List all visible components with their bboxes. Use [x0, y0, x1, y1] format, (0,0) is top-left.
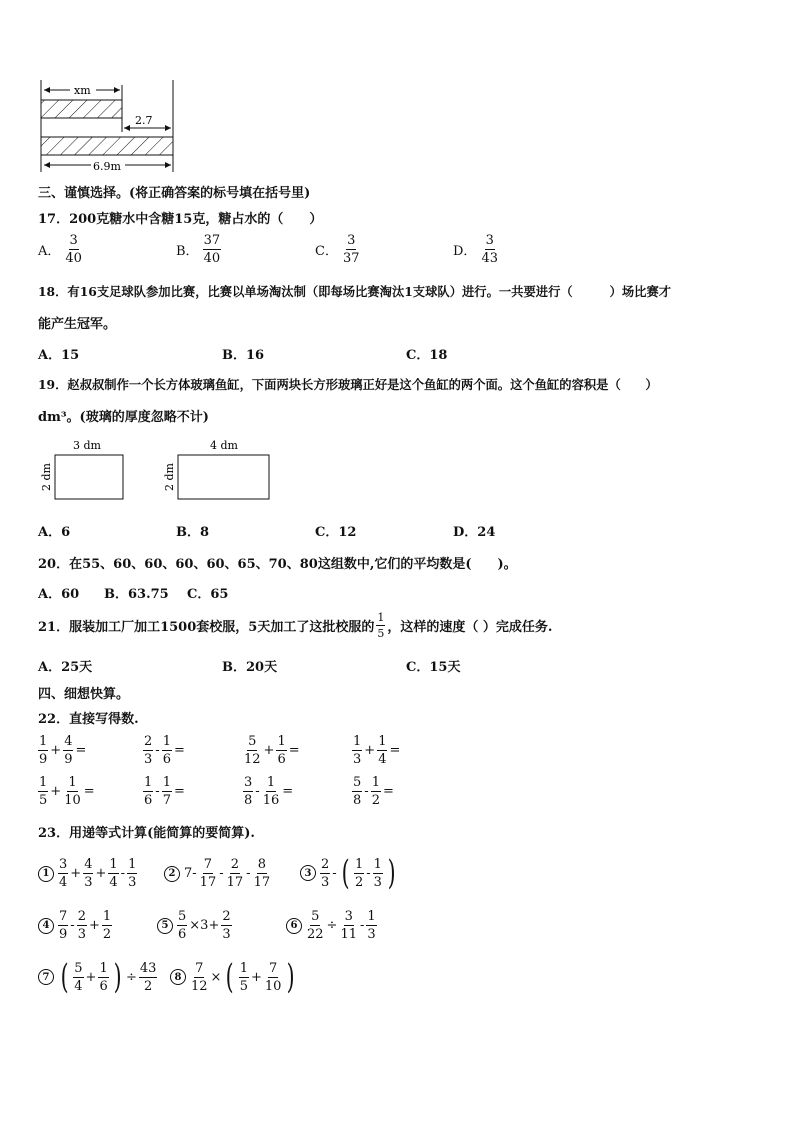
q23-expr-3	[300, 853, 398, 893]
fraction: $\frac{1}{2}$	[354, 856, 364, 890]
rect2-top-label: 4 dm	[210, 439, 238, 452]
fraction: $\frac{7}{12}$	[191, 960, 208, 994]
q17-text: 17．200克糖水中含糖15克，糖占水的（ ）	[38, 212, 323, 227]
fraction: $\frac{7}{9}$	[59, 909, 68, 942]
fraction: $\frac{5}{12}$	[244, 734, 261, 767]
operator: +	[364, 743, 376, 758]
q22-item	[143, 776, 185, 807]
q22-item	[352, 776, 394, 807]
fraction: $\frac{2}{3}$	[222, 909, 231, 942]
operator: +	[263, 743, 275, 758]
operator: =	[382, 784, 394, 799]
fraction: $\frac{1}{16}$	[262, 775, 280, 808]
operator: =	[173, 743, 185, 758]
label-2-7: 2.7	[135, 114, 153, 127]
fraction: $\frac{8}{17}$	[253, 857, 271, 890]
fraction: $\frac{5}{4}$	[74, 960, 83, 994]
fraction: $\frac{1}{3}$	[373, 856, 382, 890]
operator: ÷	[126, 969, 137, 985]
operator: -	[246, 866, 251, 881]
q17-option-c: C． $\frac{3}{37}$	[315, 233, 360, 266]
circled-number: 6	[286, 918, 302, 934]
q18-line2: 能产生冠军。	[38, 317, 117, 332]
operator: =	[288, 743, 300, 758]
q21-option-b: B．20天	[222, 660, 278, 675]
q18-option-b: B．16	[222, 348, 265, 363]
fraction: $\frac{1}{4}$	[109, 857, 118, 890]
fraction: $\frac{5}{8}$	[353, 775, 362, 808]
operator: =	[75, 743, 87, 758]
q22-item	[352, 735, 400, 766]
rect1-side-label: 2 dm	[40, 463, 53, 491]
fraction: $\frac{7}{10}$	[264, 960, 282, 994]
q23-expr-6	[286, 910, 377, 941]
fraction: $\frac{1}{6}$	[144, 775, 153, 808]
rect2-side-label: 2 dm	[163, 463, 176, 491]
paren: (	[341, 853, 350, 893]
q21-text: 21．服装加工厂加工1500套校服，5天加工了这批校服的 $\frac{1}{5}$ ，这样的速度（ ）完成任务.	[38, 611, 553, 640]
q18-option-c: C．18	[406, 348, 448, 363]
q19-line2: dm³。(玻璃的厚度忽略不计)	[38, 410, 209, 425]
fraction: $\frac{1}{3}$	[353, 734, 362, 767]
fraction: $\frac{5}{22}$	[307, 909, 324, 942]
operator: 7-	[184, 866, 197, 881]
fraction: $\frac{1}{3}$	[367, 909, 376, 942]
fraction: $\frac{1}{2}$	[102, 909, 112, 942]
fraction: $\frac{1}{6}$	[162, 734, 171, 767]
operator: -	[332, 865, 337, 881]
circled-number: 3	[300, 865, 316, 881]
fraction: $\frac{3}{4}$	[59, 857, 68, 890]
q23-title: 23．用递等式计算(能简算的要简算).	[38, 826, 255, 841]
operator: -	[360, 918, 365, 933]
circled-number: 5	[157, 918, 173, 934]
section-4-title: 四、细想快算。	[38, 687, 130, 702]
q19-option-d: D．24	[453, 525, 496, 540]
fraction: $\frac{4}{3}$	[84, 857, 93, 890]
xm-label: xm	[74, 84, 91, 97]
circled-number: 4	[38, 918, 54, 934]
fraction: $\frac{1}{10}$	[64, 775, 81, 808]
fraction: $\frac{2}{3}$	[321, 856, 330, 890]
fraction: $\frac{1}{6}$	[99, 960, 108, 994]
q23-expr-2	[164, 858, 271, 889]
q18-line1: 18．有16支足球队参加比赛，比赛以单场淘汰制（即每场比赛淘汰1支球队）进行。一共要进行（ ）场比赛才	[38, 284, 672, 299]
fraction: $\frac{1}{3}$	[128, 857, 137, 890]
operator: ÷	[326, 918, 338, 933]
fraction: $\frac{43}{2}$	[139, 960, 157, 994]
operator: =	[173, 784, 185, 799]
circled-number: 8	[170, 969, 186, 985]
circled-number: 2	[164, 866, 180, 882]
q23-expr-7	[38, 957, 157, 997]
circled-number: 7	[38, 969, 54, 985]
fraction: $\frac{2}{3}$	[77, 909, 86, 942]
q19-option-b: B．8	[176, 525, 210, 540]
q23-expr-5	[157, 910, 232, 941]
label-6-9m: 6.9m	[93, 160, 121, 172]
operator: ×3+	[189, 918, 220, 933]
paren: (	[60, 957, 69, 997]
operator: ×	[210, 969, 222, 985]
q20-option-a: A．60	[38, 587, 80, 602]
fraction: $\frac{2}{17}$	[226, 857, 244, 890]
operator: -	[155, 743, 160, 758]
fraction: $\frac{3}{11}$	[340, 909, 357, 942]
fraction: $\frac{1}{2}$	[371, 775, 380, 808]
operator: +	[95, 866, 107, 881]
q19-line1: 19．赵叔叔制作一个长方体玻璃鱼缸，下面两块长方形玻璃正好是这个鱼缸的两个面。这个鱼缸的容积是（ ）	[38, 377, 658, 392]
fraction: $\frac{4}{9}$	[64, 734, 73, 767]
circled-number: 1	[38, 866, 54, 882]
q23-expr-1	[38, 858, 137, 889]
operator: -	[366, 865, 371, 881]
segment-diagram	[36, 80, 186, 172]
q19-option-a: A．6	[38, 525, 71, 540]
operator: -	[364, 784, 369, 799]
operator: -	[219, 866, 224, 881]
q17-option-b: B． $\frac{37}{40}$	[176, 233, 221, 266]
paren: (	[226, 957, 235, 997]
operator: -	[120, 866, 126, 881]
paren: )	[387, 853, 396, 893]
q20-option-b: B．63.75	[104, 587, 169, 602]
operator: -	[70, 918, 75, 933]
q22-item	[243, 735, 300, 766]
fraction: $\frac{3}{8}$	[244, 775, 253, 808]
q23-expr-4	[38, 910, 112, 941]
q22-item	[38, 776, 95, 807]
operator: =	[282, 784, 294, 799]
operator: +	[88, 918, 100, 933]
operator: +	[50, 784, 62, 799]
q21-option-c: C．15天	[406, 660, 461, 675]
operator: =	[389, 743, 401, 758]
fraction: $\frac{1}{5}$	[39, 775, 48, 808]
q17-option-d: D． $\frac{3}{43}$	[453, 233, 498, 266]
fraction: $\frac{1}{9}$	[39, 734, 48, 767]
operator: +	[85, 969, 97, 985]
operator: =	[83, 784, 95, 799]
q20-text: 20．在55、60、60、60、60、65、70、80这组数中,它们的平均数是( )。	[38, 557, 517, 572]
fraction: $\frac{1}{6}$	[277, 734, 286, 767]
fraction: $\frac{7}{17}$	[199, 857, 217, 890]
operator: +	[50, 743, 62, 758]
q22-item	[38, 735, 86, 766]
q22-title: 22．直接写得数.	[38, 712, 139, 727]
section-3-title: 三、谨慎选择。(将正确答案的标号填在括号里)	[38, 186, 311, 201]
q17-option-a: A． $\frac{3}{40}$	[38, 233, 82, 266]
q22-item	[243, 776, 293, 807]
glass-rectangles	[38, 437, 278, 503]
q22-item	[143, 735, 185, 766]
q23-expr-8	[170, 957, 298, 997]
q19-option-c: C．12	[315, 525, 357, 540]
q20-option-c: C．65	[187, 587, 229, 602]
q21-option-a: A．25天	[38, 660, 93, 675]
rect1-top-label: 3 dm	[73, 439, 101, 452]
operator: +	[70, 866, 82, 881]
operator: -	[255, 784, 260, 799]
q18-option-a: A．15	[38, 348, 80, 363]
fraction: $\frac{1}{4}$	[378, 734, 387, 767]
paren: )	[287, 957, 296, 997]
fraction: $\frac{1}{7}$	[162, 775, 171, 808]
fraction: $\frac{5}{6}$	[178, 909, 187, 942]
paren: )	[113, 957, 122, 997]
operator: -	[155, 784, 160, 799]
fraction: $\frac{2}{3}$	[144, 734, 153, 767]
fraction: $\frac{1}{5}$	[239, 960, 248, 994]
operator: +	[251, 969, 262, 985]
